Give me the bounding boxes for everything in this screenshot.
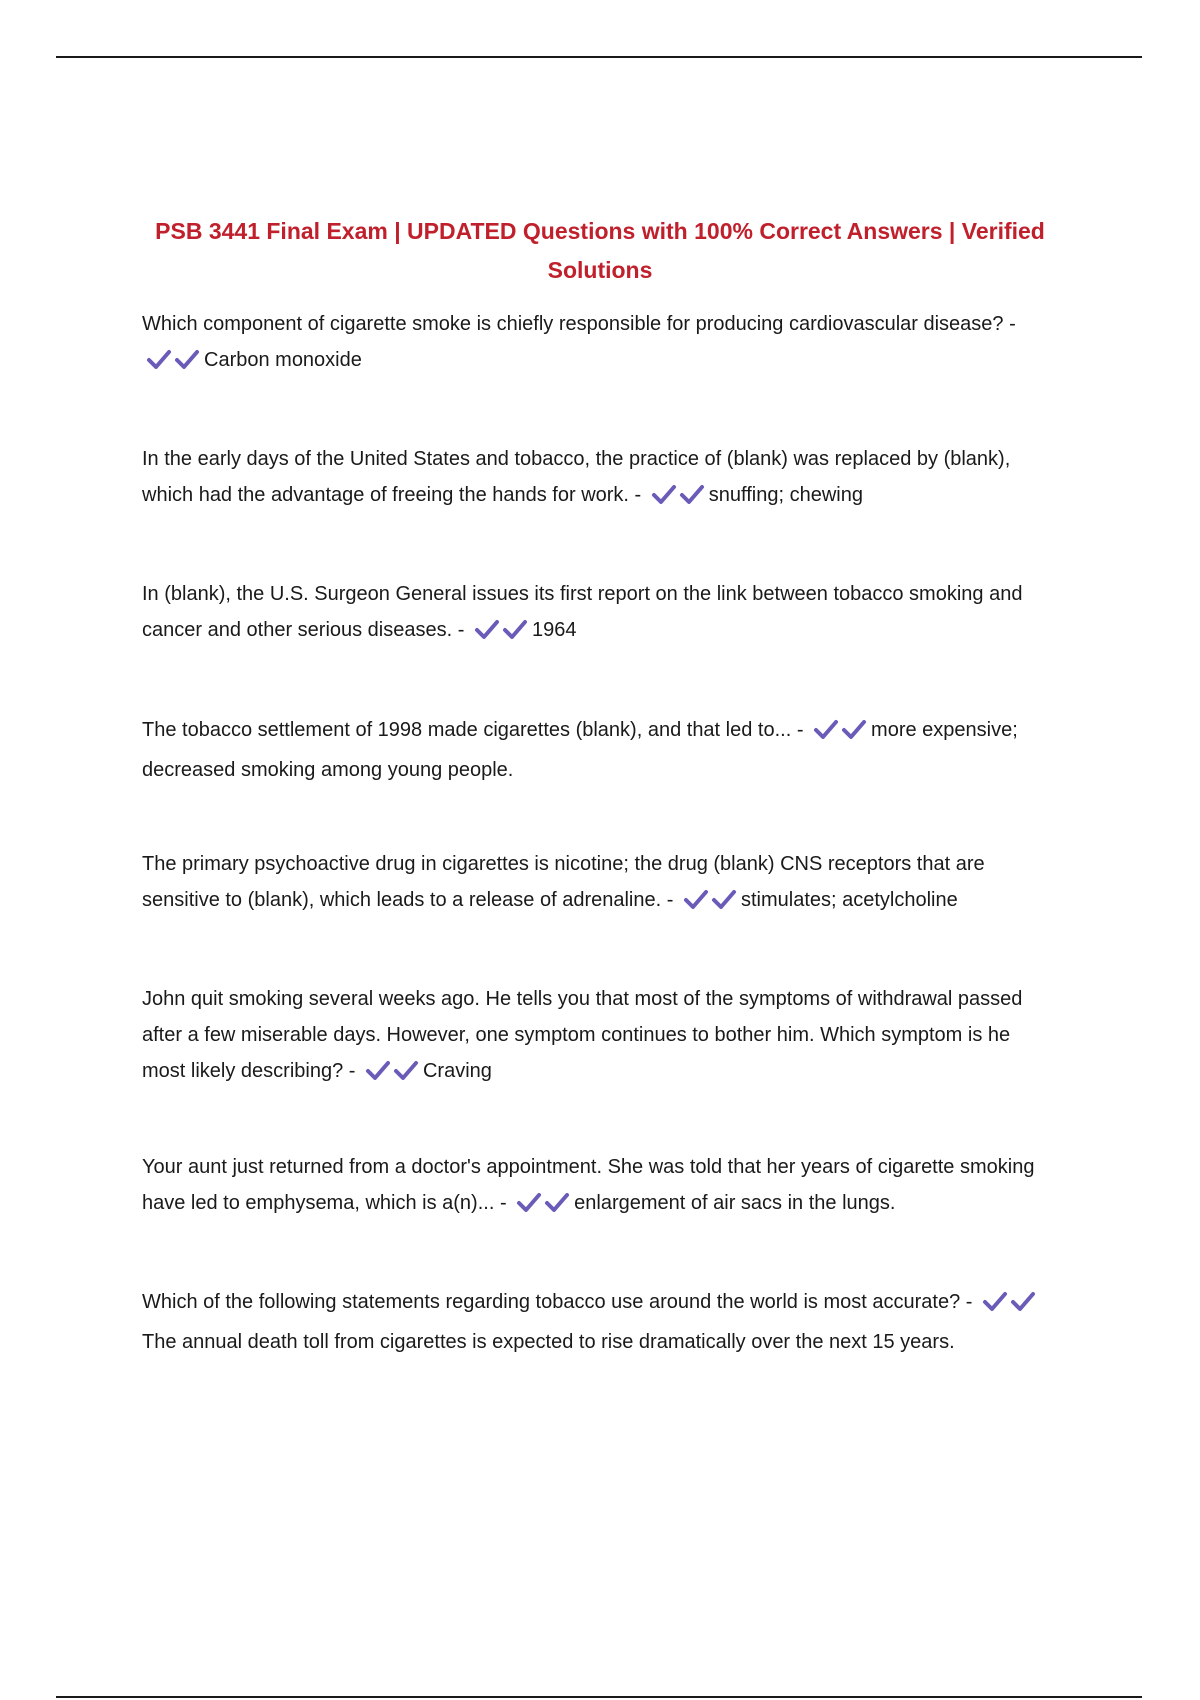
qa-item xyxy=(142,712,1047,788)
check-icon xyxy=(651,483,677,505)
answer-text: Carbon monoxide xyxy=(204,349,362,371)
check-icon xyxy=(711,888,737,910)
check-icon xyxy=(683,888,709,910)
check-icon xyxy=(146,348,172,370)
check-icons xyxy=(651,481,707,517)
check-icon xyxy=(841,718,867,740)
check-icon xyxy=(174,348,200,370)
check-icons xyxy=(365,1057,421,1093)
qa-item xyxy=(142,306,1047,382)
qa-item xyxy=(142,1149,1047,1225)
answer-text: Craving xyxy=(422,1060,492,1082)
bottom-rule xyxy=(56,1696,1142,1698)
question-text: Which of the following statements regarding tobacco use around the world is most accurate? - xyxy=(142,1291,973,1313)
answer-text: 1964 xyxy=(531,619,577,641)
qa-item xyxy=(142,846,1047,922)
qa-item xyxy=(142,981,1047,1093)
check-icons xyxy=(516,1189,572,1225)
check-icon xyxy=(1010,1290,1036,1312)
question-text: The primary psychoactive drug in cigarettes is nicotine; the drug (blank) CNS receptors that are sensitive to (blank), which leads to a release of adrenaline. - xyxy=(142,853,985,911)
answer-text: The annual death toll from cigarettes is expected to rise dramatically over the next 15 years. xyxy=(142,1331,955,1353)
answer-text: enlargement of air sacs in the lungs. xyxy=(574,1192,896,1214)
check-icon xyxy=(393,1059,419,1081)
check-icon xyxy=(679,483,705,505)
check-icon xyxy=(982,1290,1008,1312)
check-icons xyxy=(683,886,739,922)
qa-item xyxy=(142,441,1047,517)
document-title: PSB 3441 Final Exam | UPDATED Questions with 100% Correct Answers | Verified Solutions xyxy=(155,218,1045,283)
question-text: The tobacco settlement of 1998 made cigarettes (blank), and that led to... - xyxy=(142,719,804,741)
check-icon xyxy=(474,618,500,640)
check-icon xyxy=(813,718,839,740)
check-icon xyxy=(516,1191,542,1213)
question-text: John quit smoking several weeks ago. He tells you that most of the symptoms of withdrawal passed after a few miserable days. However, one symptom continues to bother him. Which symptom is he most likely describing? - xyxy=(142,988,1023,1082)
qa-item xyxy=(142,1284,1047,1360)
question-text: Your aunt just returned from a doctor's appointment. She was told that her years of cigarette smoking have led to emphysema, which is a(n)... - xyxy=(142,1156,1035,1214)
check-icons xyxy=(813,716,869,752)
check-icon xyxy=(544,1191,570,1213)
check-icons xyxy=(146,346,202,382)
answer-text: stimulates; acetylcholine xyxy=(740,889,958,911)
check-icon xyxy=(365,1059,391,1081)
question-text: Which component of cigarette smoke is chiefly responsible for producing cardiovascular disease? - xyxy=(142,313,1016,335)
top-rule xyxy=(56,56,1142,58)
answer-text: more expensive; decreased smoking among young people. xyxy=(142,719,1018,781)
check-icons xyxy=(982,1288,1038,1324)
check-icons xyxy=(474,616,530,652)
question-text: In the early days of the United States and tobacco, the practice of (blank) was replaced by (blank), which had the advantage of freeing the hands for work. - xyxy=(142,448,1011,506)
answer-text: snuffing; chewing xyxy=(708,484,863,506)
qa-item xyxy=(142,576,1047,652)
check-icon xyxy=(502,618,528,640)
question-text: In (blank), the U.S. Surgeon General issues its first report on the link between tobacco smoking and cancer and other serious diseases. - xyxy=(142,583,1023,641)
